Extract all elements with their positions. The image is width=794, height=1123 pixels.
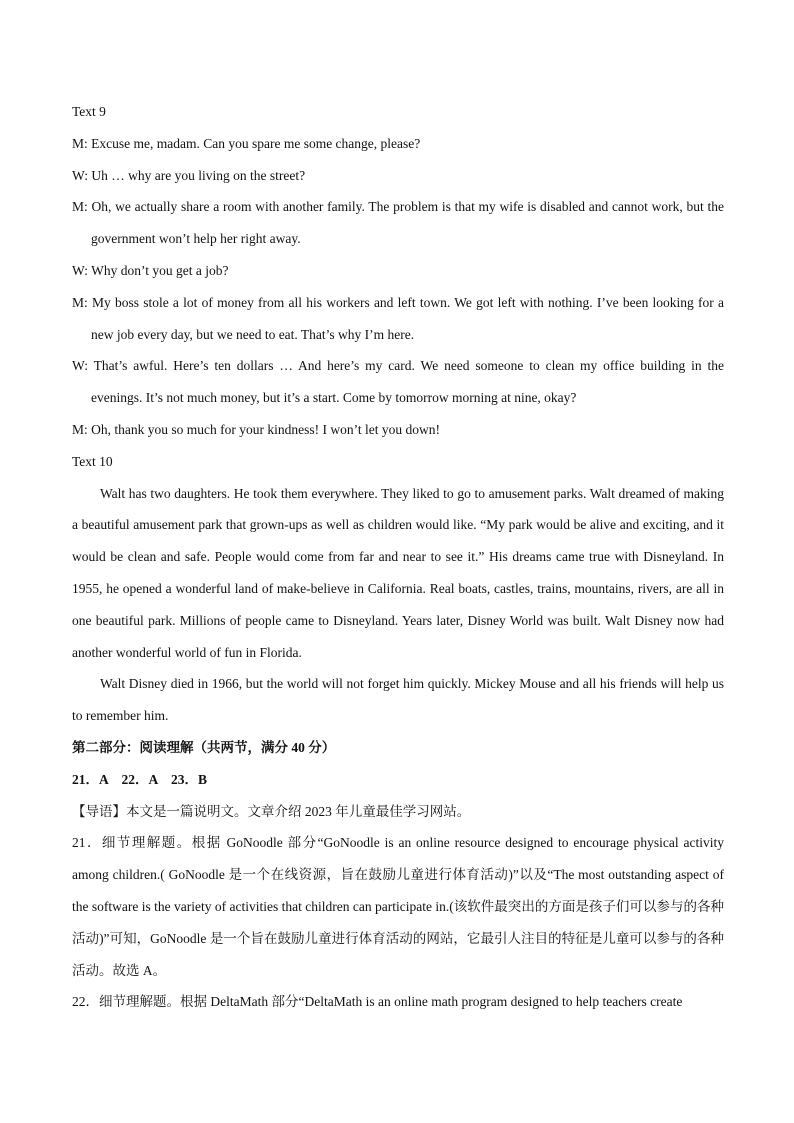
dialogue-line: M: Excuse me, madam. Can you spare me some change, please? <box>72 135 421 151</box>
text9-heading: Text 9 <box>72 104 106 119</box>
dialogue-line: M: Oh, we actually share a room with another family. The problem is that my wife is disabled and cannot work, but the government won’t help her right away. <box>72 199 724 247</box>
answer-key: 21．A 22．A 23．B <box>72 771 208 787</box>
passage-paragraph: Walt has two daughters. He took them everywhere. They liked to go to amusement parks. Walt dreamed of making a beautiful amusement park that grown-ups as well as children would like. “My park would be alive and exciting, and it would be clean and safe. People would come from far and near to see it.” His dreams came true with Disneyland. In 1955, he opened a wonderful land of make-believe in California. Real boats, castles, trains, mountains, rivers, are all in one beautiful park. Millions of people came to Disneyland. Years later, Disney World was built. Walt Disney now had another wonderful world of fun in Florida. <box>72 485 724 660</box>
dialogue-line: W: Uh … why are you living on the street? <box>72 167 306 183</box>
dialogue-line: W: Why don’t you get a job? <box>72 262 229 278</box>
passage-paragraph: Walt Disney died in 1966, but the world will not forget him quickly. Mickey Mouse and all his friends will help us to remember him. <box>72 676 724 724</box>
question-21-explanation: 21．细节理解题。根据 GoNoodle 部分“GoNoodle is an online resource designed to encourage physical activity among children.( GoNoodle 是一个在线资源，旨在鼓励儿童进行体育活动)”以及“The most outstanding aspect of the software is the variety of activities that children can participate in.(该软件最突出的方面是孩子们可以参与的各种活动)”可知，GoNoodle 是一个旨在鼓励儿童进行体育活动的网站，它最引人注目的特征是儿童可以参与的各种活动。故选 A。 <box>72 835 724 978</box>
section-heading: 第二部分：阅读理解（共两节，满分 40 分） <box>72 739 336 755</box>
guide-text: 【导语】本文是一篇说明文。文章介绍 2023 年儿童最佳学习网站。 <box>72 803 471 819</box>
document-content <box>72 96 724 1018</box>
text10-heading: Text 10 <box>72 453 113 469</box>
question-22-explanation: 22．细节理解题。根据 DeltaMath 部分“DeltaMath is an online math program designed to help teachers create <box>72 994 683 1010</box>
dialogue-line: M: Oh, thank you so much for your kindness! I won’t let you down! <box>72 421 440 437</box>
dialogue-line: M: My boss stole a lot of money from all his workers and left town. We got left with nothing. I’ve been looking for a new job every day, but we need to eat. That’s why I’m here. <box>72 294 724 342</box>
dialogue-line: W: That’s awful. Here’s ten dollars … And here’s my card. We need someone to clean my office building in the evenings. It’s not much money, but it’s a start. Come by tomorrow morning at nine, okay? <box>72 358 724 406</box>
